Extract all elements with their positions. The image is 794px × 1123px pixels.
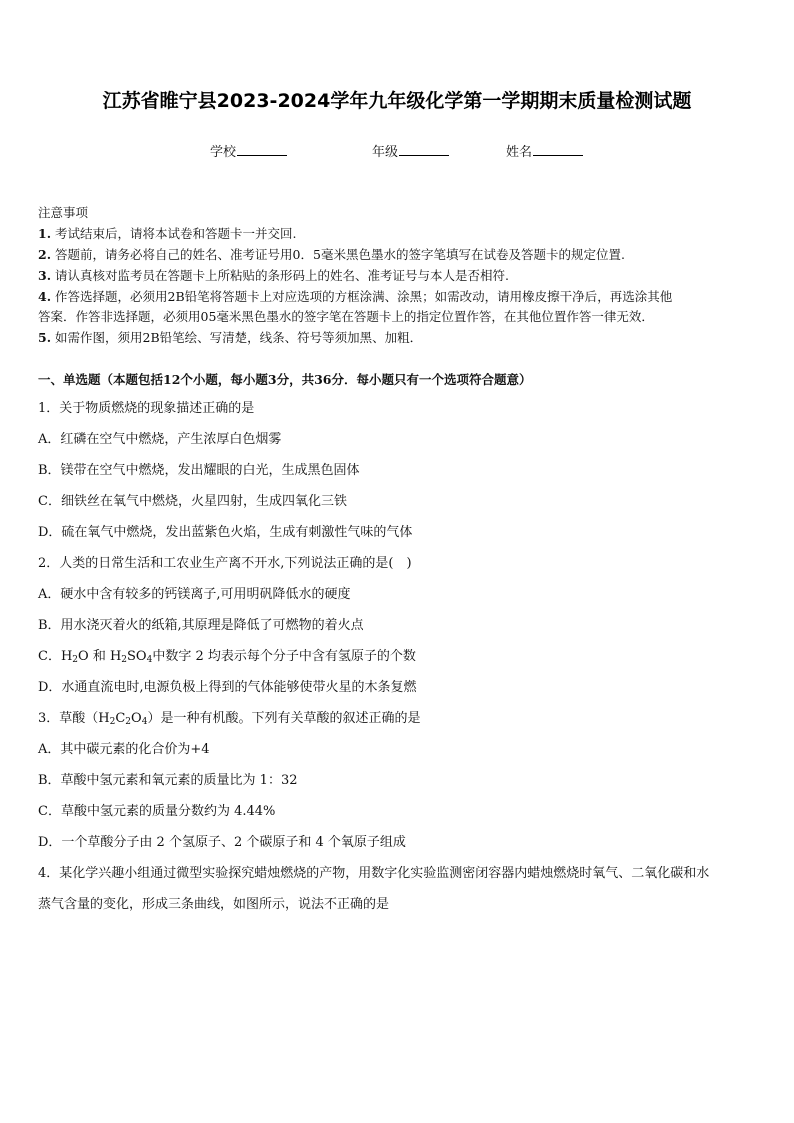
text: SO — [127, 649, 147, 664]
subscript: 2 — [121, 655, 128, 665]
page-title: 江苏省睢宁县2023-2024学年九年级化学第一学期期末质量检测试题 — [102, 90, 692, 112]
note-item — [38, 245, 625, 263]
note-num: 4. — [38, 289, 52, 304]
note-item — [38, 287, 672, 305]
text: ）是一种有机酸。下列有关草酸的叙述正确的是 — [147, 711, 421, 726]
note-num: 3. — [38, 268, 52, 283]
note-text: 考试结束后，请将本试卷和答题卡一并交回. — [55, 226, 297, 241]
grade-field — [372, 141, 449, 160]
grade-label: 年级 — [372, 145, 399, 160]
question-1-option-b: B．镁带在空气中燃烧，发出耀眼的白光，生成黑色固体 — [38, 463, 360, 478]
note-text: 答题前，请务必将自己的姓名、准考证号用0．5毫米黑色墨水的签字笔填写在试卷及答题卡的规定位置. — [55, 247, 625, 262]
question-1-option-d: D．硫在氧气中燃烧，发出蓝紫色火焰，生成有刺激性气味的气体 — [38, 525, 413, 540]
section-heading: 一、单选题（本题包括12个小题，每小题3分，共36分．每小题只有一个选项符合题意） — [38, 372, 532, 387]
question-3-option-b: B．草酸中氢元素和氧元素的质量比为 1：32 — [38, 773, 298, 788]
school-field — [210, 141, 287, 160]
text: O — [131, 711, 142, 726]
text: C — [115, 711, 126, 726]
question-4-stem-line-2: 蒸气含量的变化，形成三条曲线，如图所示，说法不正确的是 — [38, 897, 390, 912]
text: 3．草酸（H — [38, 711, 110, 726]
notes-heading: 注意事项 — [38, 205, 89, 220]
school-blank[interactable] — [237, 142, 287, 156]
grade-blank[interactable] — [399, 142, 449, 156]
subscript: 4 — [146, 655, 153, 665]
note-text: 答案．作答非选择题，必须用05毫米黑色墨水的签字笔在答题卡上的指定位置作答，在其他位置作答一律无效． — [38, 309, 654, 324]
question-3-option-a: A．其中碳元素的化合价为+4 — [38, 742, 210, 757]
name-blank[interactable] — [533, 142, 583, 156]
text: O 和 H — [78, 649, 122, 664]
question-2-stem: 2．人类的日常生活和工农业生产离不开水,下列说法正确的是( ) — [38, 556, 412, 571]
note-item — [38, 266, 509, 284]
note-item — [38, 328, 422, 346]
question-1-stem: 1．关于物质燃烧的现象描述正确的是 — [38, 401, 255, 416]
question-2-option-d: D．水通直流电时,电源负极上得到的气体能够使带火星的木条复燃 — [38, 680, 417, 695]
question-1-option-a: A．红磷在空气中燃烧，产生浓厚白色烟雾 — [38, 432, 282, 447]
text: C．H — [38, 649, 73, 664]
note-item-continued — [38, 307, 654, 325]
note-text: 请认真核对监考员在答题卡上所粘贴的条形码上的姓名、准考证号与本人是否相符. — [55, 268, 510, 283]
text: 中数字 2 均表示每个分子中含有氢原子的个数 — [152, 649, 416, 664]
note-text: 作答选择题，必须用2B铅笔将答题卡上对应选项的方框涂满、涂黑；如需改动，请用橡皮擦干净后，再选涂其他 — [55, 289, 673, 304]
school-label: 学校 — [210, 145, 237, 160]
question-1-option-c: C．细铁丝在氧气中燃烧，火星四射，生成四氧化三铁 — [38, 494, 347, 509]
note-num: 5. — [38, 330, 52, 345]
subscript: 4 — [141, 717, 148, 727]
note-num: 1. — [38, 226, 52, 241]
question-3-option-d: D．一个草酸分子由 2 个氢原子、2 个碳原子和 4 个氧原子组成 — [38, 835, 406, 850]
question-3-option-c: C．草酸中氢元素的质量分数约为 4.44% — [38, 804, 276, 819]
question-3-stem — [38, 707, 420, 726]
name-label: 姓名 — [506, 145, 533, 160]
question-4-stem-line-1: 4．某化学兴趣小组通过微型实验探究蜡烛燃烧的产物，用数字化实验监测密闭容器内蜡烛燃烧时氧气、二氧化碳和水 — [38, 866, 710, 881]
name-field — [506, 141, 583, 160]
subscript: 2 — [72, 655, 79, 665]
subscript: 2 — [109, 717, 116, 727]
subscript: 2 — [125, 717, 132, 727]
question-2-option-a: A．硬水中含有较多的钙镁离子,可用明矾降低水的硬度 — [38, 587, 351, 602]
question-2-option-b: B．用水浇灭着火的纸箱,其原理是降低了可燃物的着火点 — [38, 618, 364, 633]
note-text: 如需作图，须用2B铅笔绘、写清楚，线条、符号等须加黑、加粗． — [55, 330, 423, 345]
question-2-option-c — [38, 645, 416, 664]
note-item — [38, 224, 297, 242]
note-num: 2. — [38, 247, 52, 262]
